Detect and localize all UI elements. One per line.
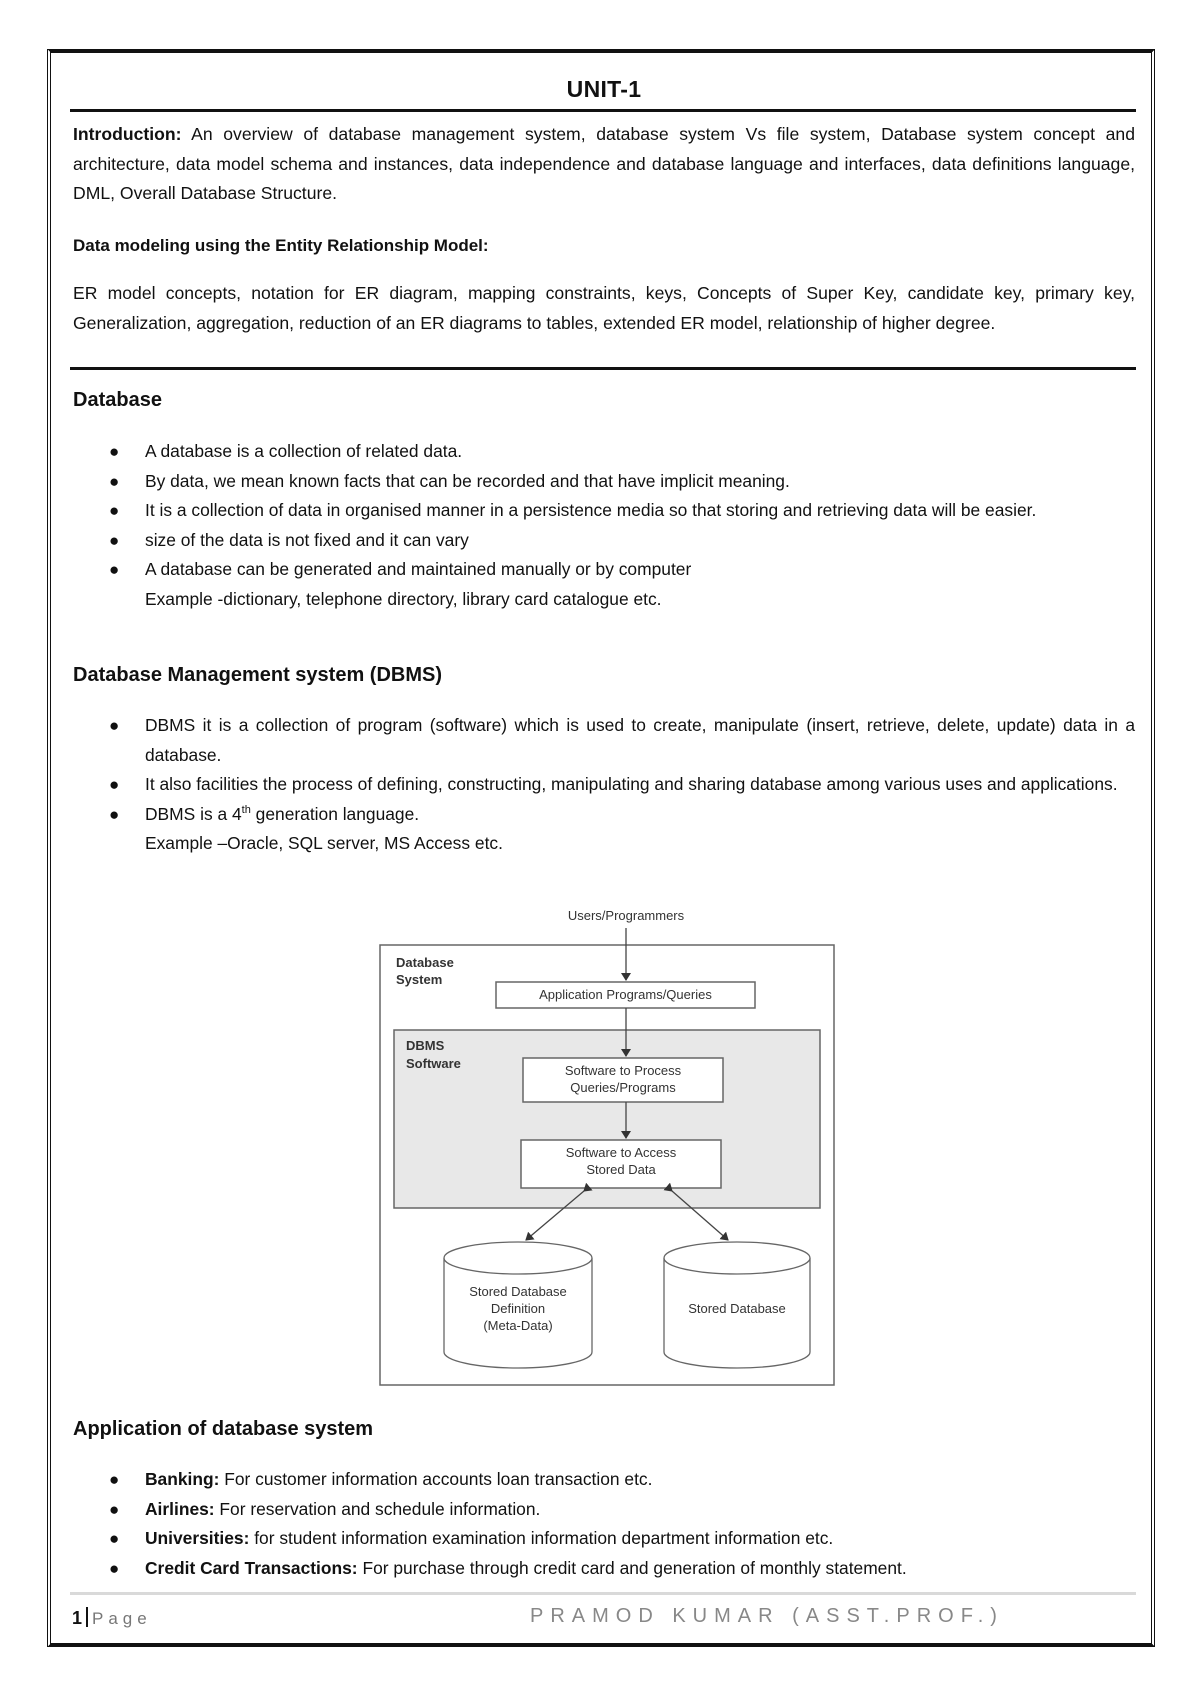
- applications-bullet-list: [73, 1465, 1135, 1583]
- bullet-text: DBMS is a 4: [145, 803, 242, 824]
- meta-data-cylinder-label-line3: (Meta-Data): [483, 1318, 553, 1333]
- access-box-label-line2: Stored Data: [586, 1162, 656, 1177]
- bullet-icon: ●: [109, 501, 120, 520]
- bullet-text: For purchase through credit card and generation of monthly statement.: [357, 1557, 907, 1578]
- page-title: UNIT-1: [566, 76, 642, 102]
- list-item: [73, 555, 1135, 614]
- page-separator: [86, 1607, 88, 1627]
- users-label: Users/Programmers: [567, 908, 685, 923]
- page-label: Page: [92, 1609, 152, 1628]
- list-item: [73, 467, 1135, 497]
- example-text: Example -dictionary, telephone directory, library card catalogue etc.: [145, 588, 662, 609]
- bullet-icon: ●: [109, 560, 120, 579]
- list-item: [73, 1465, 1135, 1495]
- er-model-paragraph: ER model concepts, notation for ER diagram, mapping constraints, keys, Concepts of Super Key, candidate key, primary key, Generalization, aggregation, reduction of an ER diagrams to tables, extended ER model, relationship of higher degree.: [73, 283, 1135, 333]
- bullet-label: Credit Card Transactions:: [145, 1557, 358, 1578]
- bullet-text: For customer information accounts loan transaction etc.: [219, 1469, 653, 1489]
- bullet-text: It is a collection of data in organised manner in a persistence media so that storing and retrieving data will be easier.: [145, 500, 1037, 520]
- dbms-heading: Database Management system (DBMS): [73, 664, 442, 686]
- bullet-label: Banking:: [145, 1469, 220, 1489]
- dbms-software-label-line2: Software: [406, 1056, 461, 1071]
- list-item: [73, 1554, 1135, 1584]
- bullet-text: for student information examination information department information etc.: [249, 1528, 834, 1548]
- list-item: [73, 437, 1135, 467]
- bullet-icon: ●: [109, 471, 120, 491]
- bullet-text: DBMS it is a collection of program (software) which is used to create, manipulate (insert, retrieve, delete, update) data in a database.: [145, 715, 1135, 765]
- access-box-label-line1: Software to Access: [565, 1145, 677, 1160]
- process-box-label-line2: Queries/Programs: [570, 1080, 676, 1095]
- bullet-text: By data, we mean known facts that can be recorded and that have implicit meaning.: [145, 470, 790, 491]
- bullet-icon: ●: [109, 775, 120, 794]
- bullet-icon: ●: [109, 1470, 120, 1489]
- meta-data-cylinder-label-line1: Stored Database: [469, 1284, 567, 1299]
- author-credit: PRAMOD KUMAR (ASST.PROF.): [530, 1605, 1004, 1627]
- list-item: [73, 496, 1135, 526]
- bullet-text: size of the data is not fixed and it can vary: [145, 529, 469, 550]
- list-item: [73, 1495, 1135, 1525]
- list-item: [73, 800, 1135, 859]
- footer-divider: [70, 1592, 1136, 1595]
- bullet-text: A database can be generated and maintained manually or by computer: [145, 559, 692, 579]
- process-box-label-line1: Software to Process: [564, 1063, 682, 1078]
- list-item: [73, 770, 1135, 800]
- bullet-icon: ●: [109, 442, 120, 461]
- bullet-icon: ●: [109, 1499, 120, 1519]
- bullet-icon: ●: [109, 1558, 120, 1578]
- bullet-icon: ●: [109, 1529, 120, 1548]
- introduction-text: An overview of database management system, database system Vs file system, Database system concept and architecture, data model schema and instances, data independence and database language and interfaces, data definitions language, DML, Overall Database Structure.: [73, 124, 1135, 203]
- bullet-text: A database is a collection of related data.: [145, 441, 463, 461]
- list-item: [73, 526, 1135, 556]
- syllabus-divider: [70, 367, 1136, 370]
- database-bullet-list: [73, 437, 1135, 614]
- dbms-bullet-list: [73, 711, 1135, 859]
- meta-data-cylinder-label-line2: Definition: [490, 1301, 546, 1316]
- bullet-text-continued: generation language.: [250, 803, 420, 824]
- bullet-icon: ●: [109, 716, 120, 735]
- introduction-label: Introduction:: [73, 124, 182, 144]
- bullet-text: It also facilities the process of defining, constructing, manipulating and sharing database among various uses and applications.: [145, 774, 1118, 794]
- application-programs-label: Application Programs/Queries: [539, 987, 712, 1002]
- bullet-icon: ●: [109, 530, 120, 550]
- database-system-label-line1: Database: [396, 955, 454, 970]
- bullet-icon: ●: [109, 804, 120, 824]
- page-number: [72, 1607, 152, 1629]
- dbms-software-label-line1: DBMS: [406, 1038, 445, 1053]
- page-number-value: 1: [72, 1608, 83, 1628]
- bullet-label: Universities:: [145, 1528, 250, 1548]
- list-item: [73, 1524, 1135, 1554]
- superscript: th: [241, 803, 251, 816]
- stored-database-cylinder-label: Stored Database: [688, 1301, 786, 1316]
- introduction-paragraph: [73, 120, 1135, 209]
- example-text: Example –Oracle, SQL server, MS Access etc.: [145, 833, 503, 853]
- bullet-label: Airlines:: [145, 1498, 215, 1519]
- applications-heading: Application of database system: [73, 1418, 374, 1440]
- er-model-heading: Data modeling using the Entity Relationship Model:: [73, 236, 489, 255]
- list-item: [73, 711, 1135, 770]
- database-heading: Database: [73, 389, 162, 411]
- bullet-text: For reservation and schedule information.: [214, 1498, 541, 1519]
- dbms-architecture-diagram: [360, 900, 860, 1400]
- title-divider: [70, 109, 1136, 112]
- database-system-label-line2: System: [396, 972, 443, 987]
